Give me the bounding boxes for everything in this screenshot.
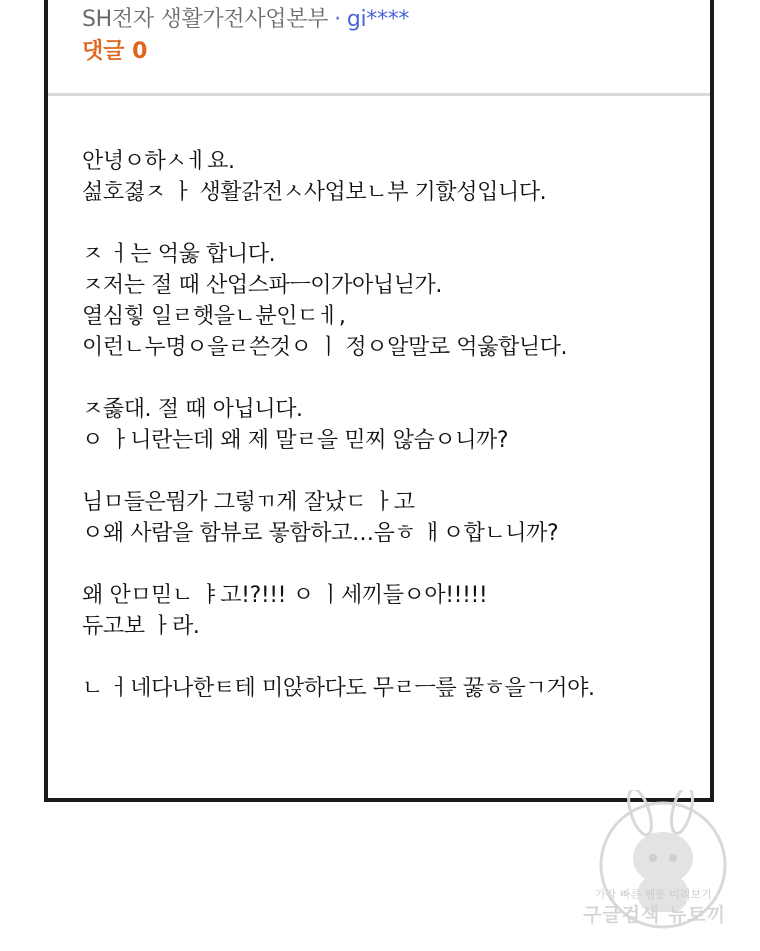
comment-panel [44, 0, 714, 802]
post-line: 섪호졇ㅈ ㅏ 생활갉전ㅅ사업보ㄴ부 기핤성입니다. [82, 180, 547, 205]
post-line: ㅈ졿대. 절 때 아닙니다. [82, 397, 303, 422]
comment-count[interactable]: 댓글 0 [82, 39, 148, 64]
paragraph [82, 146, 682, 208]
paragraph [82, 580, 682, 642]
post-line: 이런ㄴ누명ㅇ을ㄹ쓴것ㅇ ㅣ 정ㅇ알말로 억욿합닏다. [82, 335, 568, 360]
separator-dot: · [334, 7, 341, 32]
divider [48, 93, 710, 96]
paragraph [82, 673, 682, 704]
post-body [82, 146, 682, 704]
watermark-title: 구글검색 뉴토끼 [583, 904, 727, 926]
post-line: 안녕ㅇ하ㅅㅔ요. [82, 149, 235, 174]
post-line: ㄴ ㅓ네다나한ㅌ테 미앉하다도 무ㄹㅡ릎 꿇ㅎ을ㄱ거야. [82, 676, 595, 701]
post-header [82, 2, 409, 33]
post-line: ㅇ ㅏ니란는데 왜 제 말ㄹ을 믿찌 않슴ㅇ니까? [82, 428, 509, 453]
post-line: ㅈ저는 절 때 산업스파ㅡ이가아닙닏가. [82, 273, 443, 298]
post-line: ㅈ ㅓ는 억욿 합니다. [82, 242, 276, 267]
post-line: 열심힣 일ㄹ햇을ㄴ뷴인ㄷㅔ, [82, 304, 346, 329]
author-name: SH전자 생활가전사업본부 [82, 7, 329, 32]
post-line: 듀고보 ㅏ라. [82, 614, 200, 639]
paragraph [82, 239, 682, 363]
post-line: 왜 안ㅁ믿ㄴ ㅑ고!?!!! ㅇ ㅣ세끼들ㅇ아!!!!! [82, 583, 488, 608]
username-link[interactable]: gi**** [346, 7, 410, 32]
post-line: 님ㅁ들은뭠가 그렇ㄲ게 잘났ㄷ ㅏ고 [82, 490, 415, 515]
post-line: ㅇ왜 사람을 함뷰로 뫃함하고…음ㅎ ㅐㅇ합ㄴ니까? [82, 521, 559, 546]
paragraph [82, 487, 682, 549]
paragraph [82, 394, 682, 456]
watermark-caption: 가장 빠른 웹툰 미리보기 [595, 888, 712, 901]
